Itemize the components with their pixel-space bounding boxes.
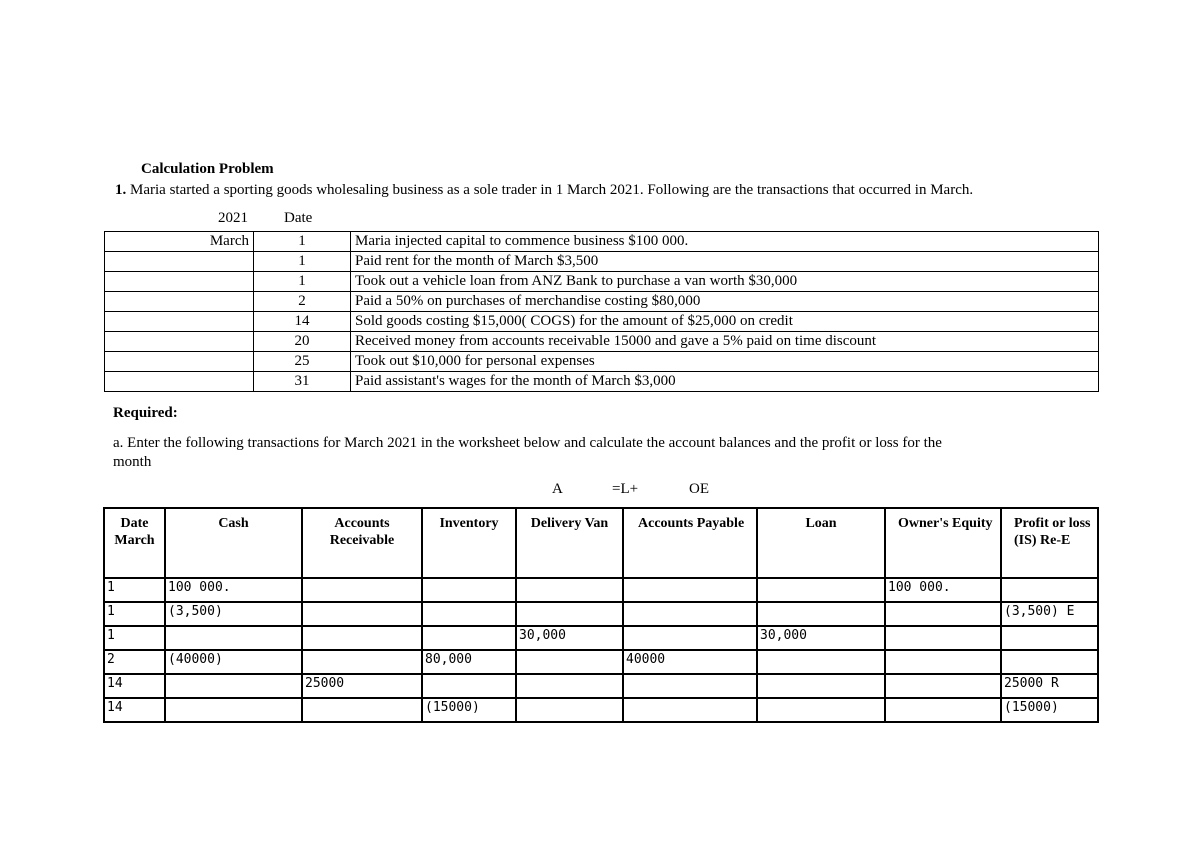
transaction-description: Sold goods costing $15,000( COGS) for the amount of $25,000 on credit (351, 312, 1099, 332)
worksheet-cell: 80,000 (422, 650, 516, 674)
transaction-day: 20 (254, 332, 351, 352)
page-title: Calculation Problem (141, 161, 274, 177)
worksheet-cell (422, 674, 516, 698)
transaction-description: Paid rent for the month of March $3,500 (351, 252, 1099, 272)
worksheet-cell (422, 578, 516, 602)
worksheet-cell (516, 650, 623, 674)
worksheet-cell (1001, 626, 1098, 650)
worksheet-cell (516, 578, 623, 602)
worksheet-cell (302, 602, 422, 626)
worksheet-cell: 40000 (623, 650, 757, 674)
worksheet-cell (757, 578, 885, 602)
transaction-day: 1 (254, 232, 351, 252)
worksheet-cell (1001, 578, 1098, 602)
worksheet-cell (516, 674, 623, 698)
worksheet-cell: (15000) (422, 698, 516, 722)
instruction-text: a. Enter the following transactions for March 2021 in the worksheet below and calculate the account balances and the profit or loss for the month (113, 435, 942, 470)
worksheet-cell (516, 698, 623, 722)
transaction-month (105, 332, 254, 352)
worksheet-cell (757, 602, 885, 626)
worksheet-row (104, 626, 1098, 650)
worksheet-cell (302, 650, 422, 674)
worksheet-cell (302, 626, 422, 650)
transaction-row (105, 332, 1099, 352)
worksheet-cell: 1 (104, 626, 165, 650)
worksheet-cell (623, 602, 757, 626)
header-profit-or-loss: Profit or loss (IS) Re-E (1001, 508, 1098, 578)
transaction-description: Received money from accounts receivable 15000 and gave a 5% paid on time discount (351, 332, 1099, 352)
header-loan: Loan (757, 508, 885, 578)
transactions-date-header: Date (284, 210, 313, 226)
worksheet-cell (422, 602, 516, 626)
worksheet-cell (623, 626, 757, 650)
worksheet-row (104, 578, 1098, 602)
worksheet-cell: 25000 (302, 674, 422, 698)
worksheet-cell: (3,500) (165, 602, 302, 626)
header-accounts-payable: Accounts Payable (623, 508, 757, 578)
header-delivery-van: Delivery Van (516, 508, 623, 578)
transaction-month (105, 292, 254, 312)
transaction-row (105, 232, 1099, 252)
header-accounts-receivable: Accounts Receivable (302, 508, 422, 578)
worksheet-cell (165, 698, 302, 722)
transaction-month (105, 372, 254, 392)
worksheet-cell (165, 674, 302, 698)
problem-intro (115, 182, 973, 199)
problem-text: Maria started a sporting goods wholesaling business as a sole trader in 1 March 2021. Following are the transactions that occurred in March. (130, 182, 974, 198)
worksheet-cell: 1 (104, 578, 165, 602)
transaction-row (105, 312, 1099, 332)
worksheet-cell (165, 626, 302, 650)
header-cash: Cash (165, 508, 302, 578)
transaction-day: 14 (254, 312, 351, 332)
worksheet-cell (623, 698, 757, 722)
transaction-month (105, 352, 254, 372)
worksheet-cell (623, 578, 757, 602)
transaction-day: 31 (254, 372, 351, 392)
transaction-day: 1 (254, 272, 351, 292)
worksheet-cell (885, 602, 1001, 626)
worksheet-cell (885, 626, 1001, 650)
worksheet-cell: 30,000 (516, 626, 623, 650)
equation-liabilities: =L+ (612, 481, 639, 497)
worksheet-cell: 2 (104, 650, 165, 674)
transaction-row (105, 352, 1099, 372)
worksheet-row (104, 674, 1098, 698)
header-date-march: Date March (104, 508, 165, 578)
transaction-month (105, 252, 254, 272)
transaction-day: 25 (254, 352, 351, 372)
worksheet-cell (885, 650, 1001, 674)
worksheet-cell: 100 000. (165, 578, 302, 602)
worksheet-cell: (15000) (1001, 698, 1098, 722)
transaction-month: March (105, 232, 254, 252)
worksheet-cell (885, 674, 1001, 698)
transaction-row (105, 252, 1099, 272)
required-label: Required: (113, 405, 178, 421)
worksheet-cell: 100 000. (885, 578, 1001, 602)
worksheet-row (104, 602, 1098, 626)
transaction-description: Paid assistant's wages for the month of March $3,000 (351, 372, 1099, 392)
equation-owners-equity: OE (689, 481, 709, 497)
worksheet-cell (1001, 650, 1098, 674)
worksheet-cell (623, 674, 757, 698)
transaction-day: 1 (254, 252, 351, 272)
worksheet-row (104, 650, 1098, 674)
transaction-month (105, 272, 254, 292)
worksheet-cell: (40000) (165, 650, 302, 674)
equation-assets: A (552, 481, 563, 497)
worksheet-cell: 1 (104, 602, 165, 626)
worksheet-cell (757, 650, 885, 674)
worksheet-cell: 14 (104, 674, 165, 698)
transaction-description: Maria injected capital to commence business $100 000. (351, 232, 1099, 252)
worksheet-cell: 14 (104, 698, 165, 722)
header-inventory: Inventory (422, 508, 516, 578)
worksheet-cell (302, 698, 422, 722)
transaction-month (105, 312, 254, 332)
transaction-row (105, 372, 1099, 392)
worksheet-cell (302, 578, 422, 602)
transaction-description: Took out $10,000 for personal expenses (351, 352, 1099, 372)
transaction-row (105, 272, 1099, 292)
worksheet-cell: 30,000 (757, 626, 885, 650)
worksheet-cell: (3,500) E (1001, 602, 1098, 626)
worksheet-cell (757, 674, 885, 698)
worksheet-cell (885, 698, 1001, 722)
worksheet-cell (422, 626, 516, 650)
transaction-row (105, 292, 1099, 312)
transaction-description: Paid a 50% on purchases of merchandise costing $80,000 (351, 292, 1099, 312)
problem-number: 1. (115, 182, 127, 198)
worksheet-cell: 25000 R (1001, 674, 1098, 698)
worksheet-row (104, 698, 1098, 722)
worksheet-table (103, 507, 1099, 723)
transactions-year-header: 2021 (218, 210, 248, 226)
transactions-table (104, 231, 1099, 392)
worksheet-cell (757, 698, 885, 722)
header-owners-equity: Owner's Equity (885, 508, 1001, 578)
transaction-day: 2 (254, 292, 351, 312)
transaction-description: Took out a vehicle loan from ANZ Bank to purchase a van worth $30,000 (351, 272, 1099, 292)
worksheet-cell (516, 602, 623, 626)
